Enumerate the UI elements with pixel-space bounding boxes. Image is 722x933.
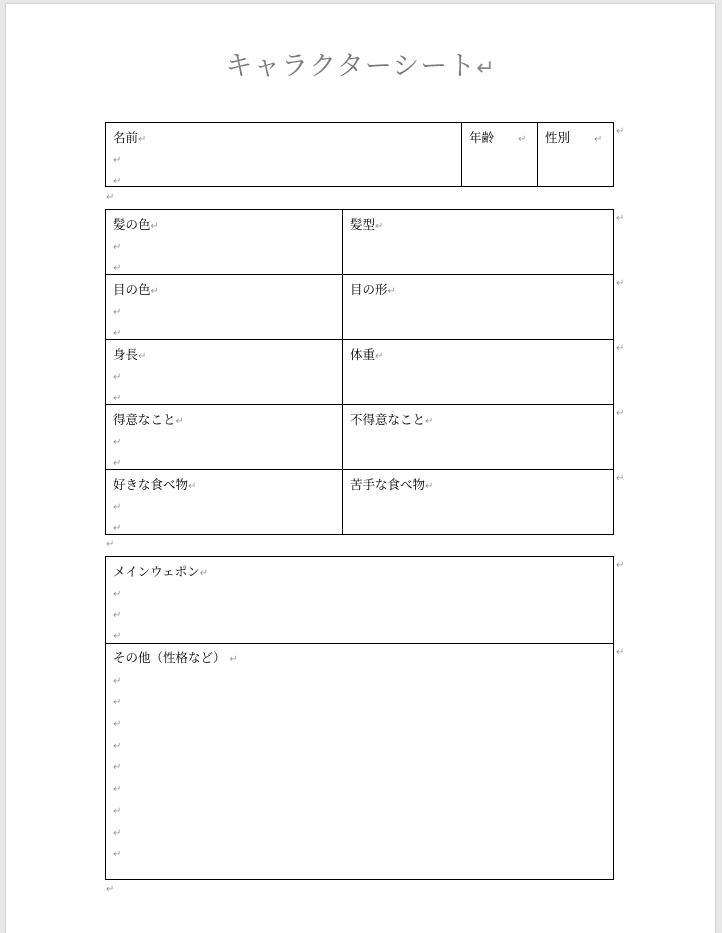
- paragraph-mark-icon: ↵: [113, 719, 122, 731]
- row-end-mark-icon: ↵: [616, 126, 625, 137]
- hairstyle-label: 髪型: [350, 217, 376, 232]
- hair-color-label: 髪の色: [113, 217, 151, 232]
- paragraph-mark-icon: ↵: [106, 539, 115, 550]
- favorite-food-cell[interactable]: [106, 470, 342, 534]
- paragraph-mark-icon: ↵: [113, 328, 122, 339]
- paragraph-mark-icon: ↵: [375, 221, 384, 232]
- paragraph-mark-icon: ↵: [199, 568, 209, 579]
- paragraph-mark-icon: ↵: [518, 134, 527, 145]
- row-end-mark-icon: ↵: [616, 473, 625, 484]
- age-label: 年齢: [469, 130, 495, 145]
- paragraph-mark-icon: ↵: [113, 762, 122, 774]
- disliked-food-cell[interactable]: [343, 470, 613, 534]
- weaknesses-label: 不得意なこと: [350, 412, 426, 427]
- disliked-food-label: 苦手な食べ物: [350, 477, 426, 492]
- paragraph-mark-icon: ↵: [113, 502, 122, 513]
- paragraph-mark-icon: ↵: [113, 784, 122, 796]
- row-end-mark-icon: ↵: [616, 560, 625, 571]
- eye-shape-label: 目の形: [350, 282, 388, 297]
- eye-color-label: 目の色: [113, 282, 151, 297]
- paragraph-mark-icon: ↵: [113, 437, 122, 448]
- paragraph-mark-icon: ↵: [113, 263, 122, 274]
- paragraph-mark-icon: ↵: [113, 805, 122, 817]
- row-end-mark-icon: ↵: [616, 408, 625, 419]
- paragraph-mark-icon: ↵: [476, 56, 496, 81]
- name-cell[interactable]: [106, 123, 461, 186]
- paragraph-mark-icon: ↵: [113, 697, 122, 709]
- title-text: キャラクターシート: [225, 51, 477, 82]
- strengths-label: 得意なこと: [113, 412, 176, 427]
- paragraph-mark-icon: ↵: [138, 134, 147, 145]
- row-end-mark-icon: ↵: [616, 647, 625, 658]
- paragraph-mark-icon: ↵: [113, 372, 122, 383]
- row-end-mark-icon: ↵: [616, 278, 625, 289]
- main-weapon-cell[interactable]: [106, 557, 613, 643]
- basic-info-table: [105, 122, 614, 187]
- details-table: [105, 556, 614, 880]
- other-label: その他（性格など）: [113, 650, 226, 665]
- row-end-mark-icon: ↵: [616, 213, 625, 224]
- paragraph-mark-icon: ↵: [594, 134, 603, 145]
- gender-cell[interactable]: [538, 123, 613, 186]
- paragraph-mark-icon: ↵: [113, 523, 122, 534]
- paragraph-mark-icon: ↵: [138, 351, 147, 362]
- paragraph-mark-icon: ↵: [425, 416, 434, 427]
- weight-label: 体重: [350, 347, 376, 362]
- favorite-food-label: 好きな食べ物: [113, 477, 189, 492]
- paragraph-mark-icon: ↵: [106, 884, 115, 895]
- paragraph-mark-icon: ↵: [387, 286, 396, 297]
- paragraph-mark-icon: ↵: [113, 740, 122, 752]
- paragraph-mark-icon: ↵: [175, 416, 184, 427]
- paragraph-mark-icon: ↵: [425, 481, 434, 492]
- paragraph-mark-icon: ↵: [113, 610, 122, 621]
- weaknesses-cell[interactable]: [343, 405, 613, 469]
- paragraph-mark-icon: ↵: [106, 192, 115, 203]
- gender-label: 性別: [545, 130, 571, 145]
- paragraph-mark-icon: ↵: [113, 307, 122, 318]
- paragraph-mark-icon: ↵: [113, 242, 122, 253]
- paragraph-mark-icon: ↵: [188, 481, 197, 492]
- main-weapon-label: メインウェポン: [113, 564, 200, 579]
- strengths-cell[interactable]: [106, 405, 342, 469]
- paragraph-mark-icon: ↵: [113, 589, 122, 600]
- document-title[interactable]: [6, 44, 715, 83]
- paragraph-mark-icon: ↵: [150, 221, 159, 232]
- name-label: 名前: [113, 130, 139, 145]
- hair-color-cell[interactable]: [106, 210, 342, 274]
- paragraph-mark-icon: ↵: [150, 286, 159, 297]
- eye-shape-cell[interactable]: [343, 275, 613, 339]
- paragraph-mark-icon: ↵: [229, 654, 238, 665]
- paragraph-mark-icon: ↵: [113, 155, 122, 166]
- paragraph-mark-icon: ↵: [113, 827, 122, 839]
- height-label: 身長: [113, 347, 139, 362]
- paragraph-mark-icon: ↵: [113, 631, 122, 642]
- features-table: [105, 209, 614, 535]
- document-page: [6, 4, 715, 933]
- paragraph-mark-icon: ↵: [113, 458, 122, 469]
- paragraph-mark-icon: ↵: [113, 176, 122, 187]
- paragraph-mark-icon: ↵: [113, 393, 122, 404]
- eye-color-cell[interactable]: [106, 275, 342, 339]
- age-cell[interactable]: [462, 123, 537, 186]
- height-cell[interactable]: [106, 340, 342, 404]
- paragraph-mark-icon: ↵: [113, 849, 122, 861]
- other-cell[interactable]: [106, 644, 613, 879]
- paragraph-mark-icon: ↵: [375, 351, 384, 362]
- weight-cell[interactable]: [343, 340, 613, 404]
- paragraph-mark-icon: ↵: [113, 675, 122, 687]
- hairstyle-cell[interactable]: [343, 210, 613, 274]
- row-end-mark-icon: ↵: [616, 343, 625, 354]
